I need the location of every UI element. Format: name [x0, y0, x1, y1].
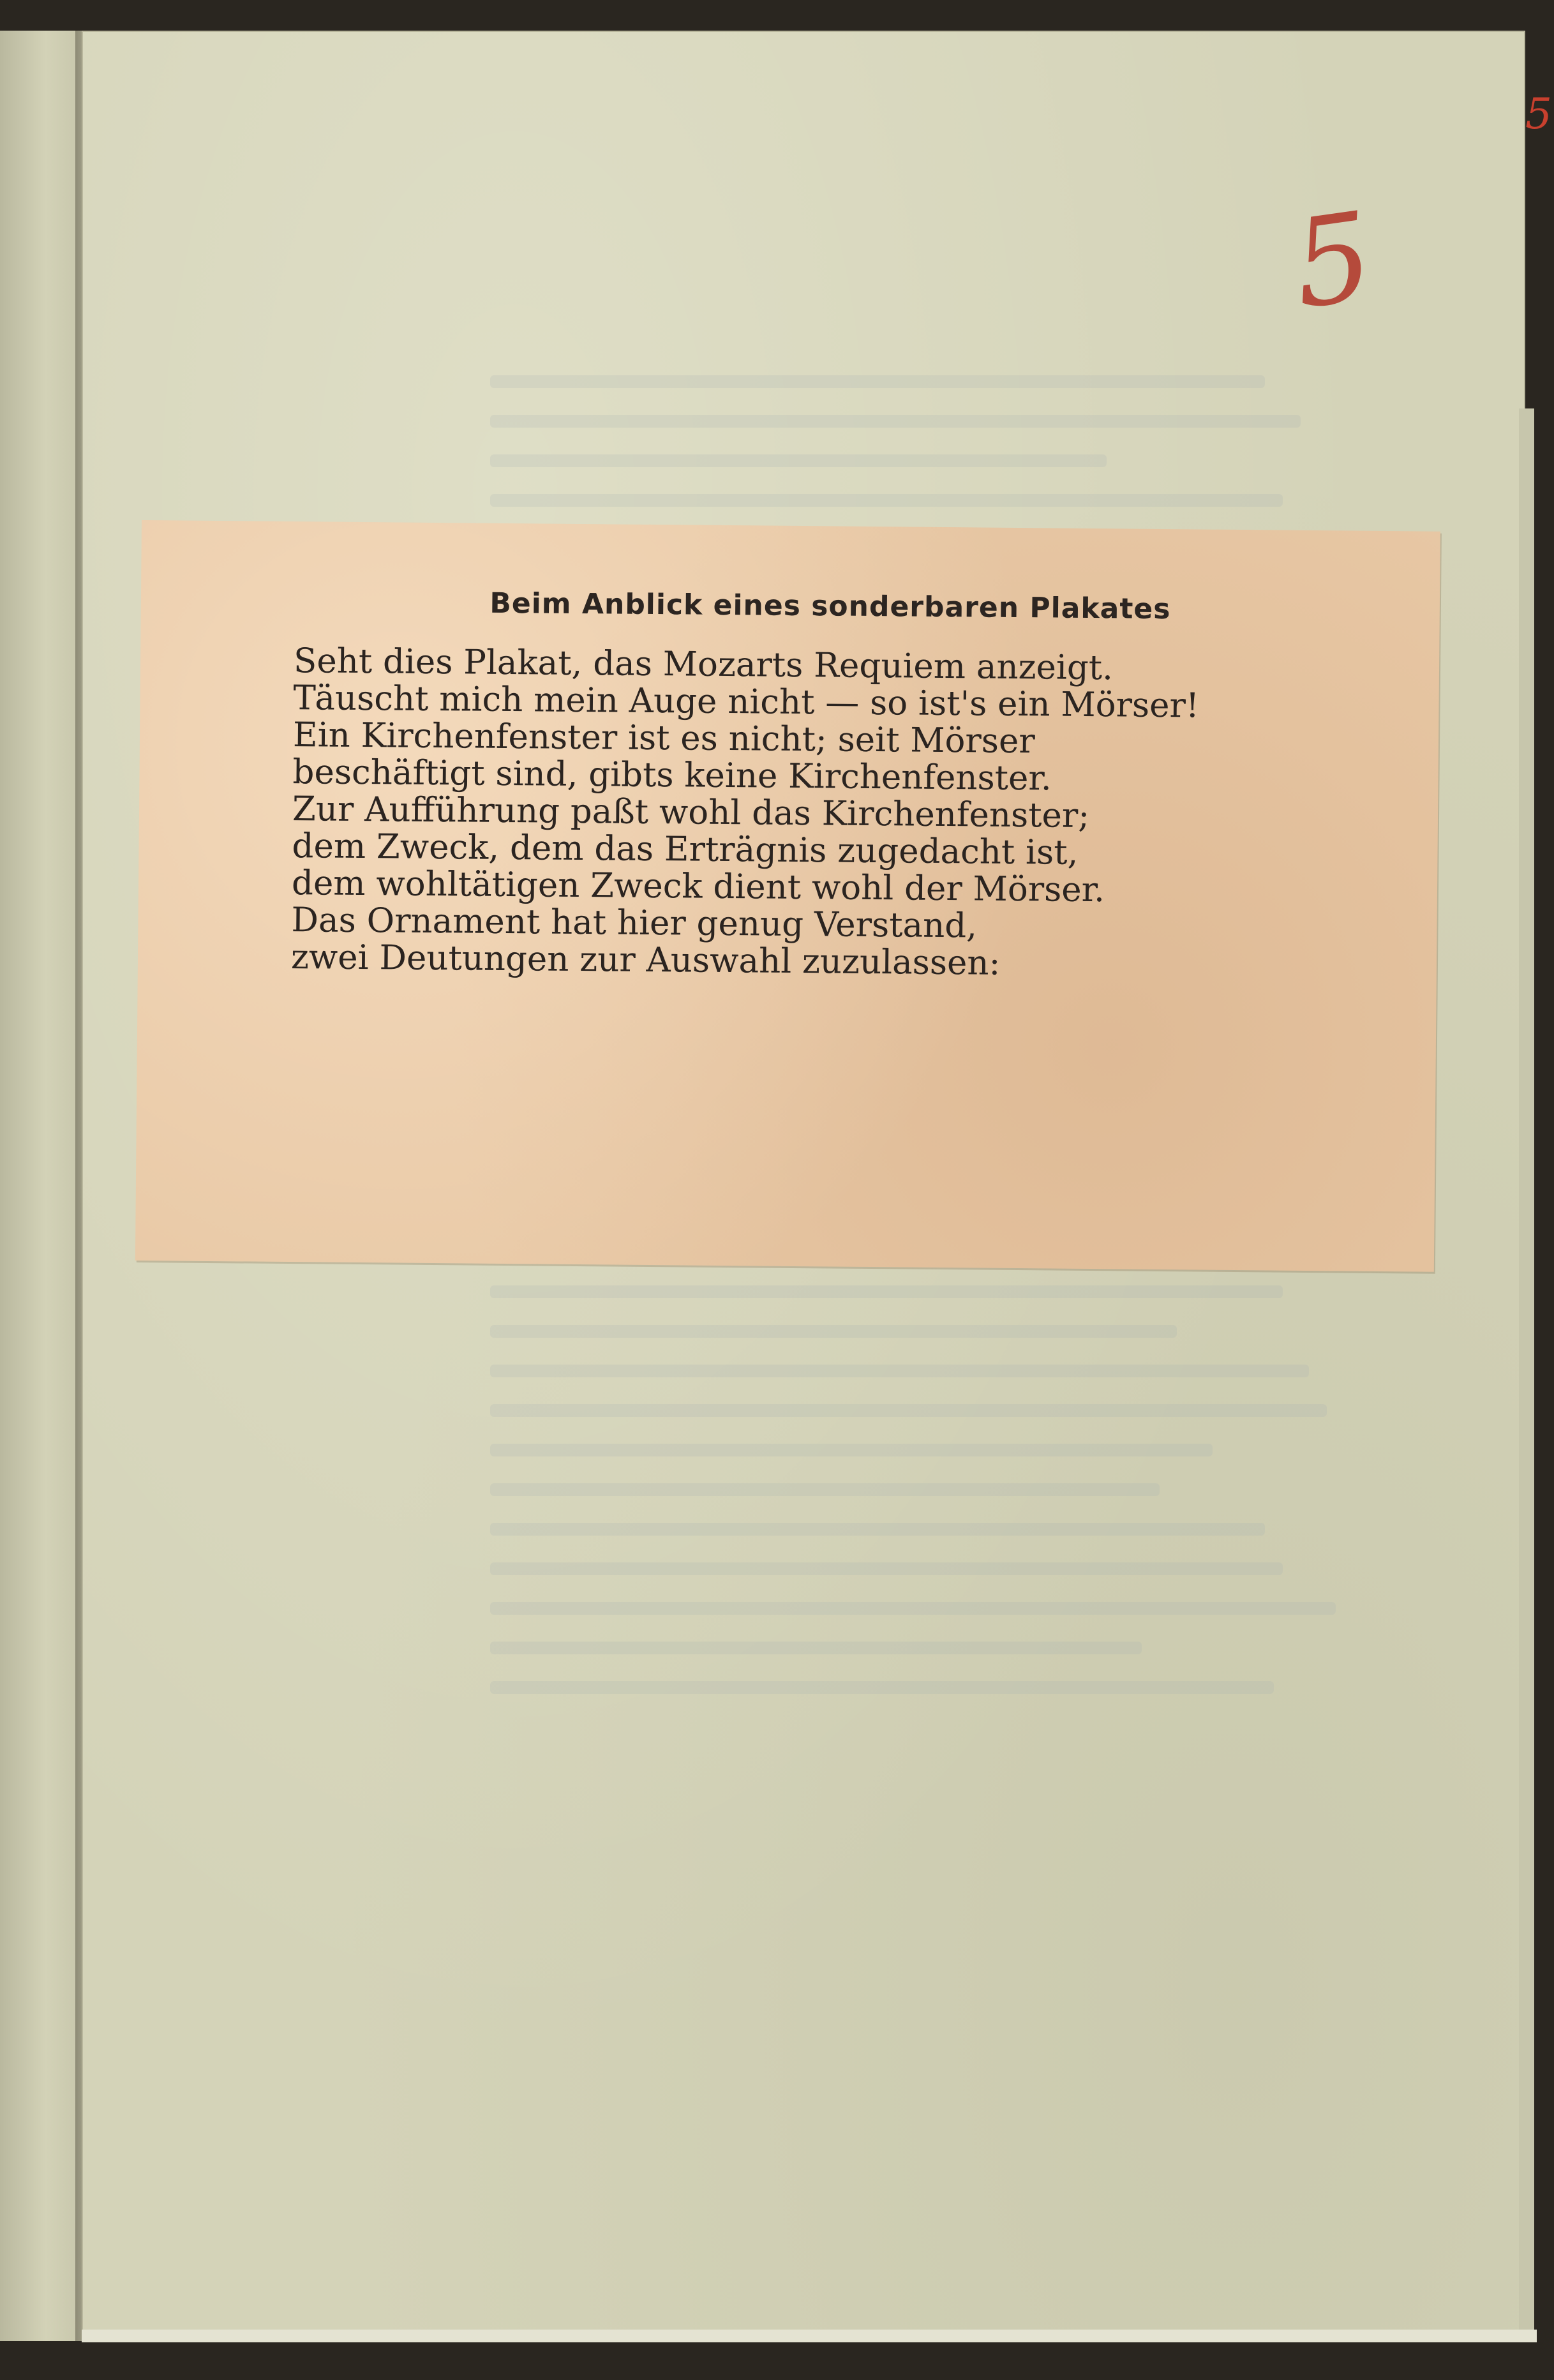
page-bottom-edge: [82, 2330, 1537, 2342]
page-number-pencil: 5: [1285, 185, 1381, 336]
previous-page-edge: [0, 31, 83, 2341]
poem-line: dem wohltätigen Zweck dient wohl der Mörser.: [291, 864, 1105, 910]
poem-line: Täuscht mich mein Auge nicht — so ist's ein Mörser!: [293, 678, 1200, 726]
clipping-title: Beim Anblick eines sonderbaren Plakates: [489, 587, 1171, 626]
poem-line: beschäftigt sind, gibts keine Kirchenfenster.: [292, 752, 1052, 798]
page-right-edge: [1519, 408, 1534, 2342]
newspaper-clipping: [135, 520, 1440, 1272]
poem-line: dem Zweck, dem das Erträgnis zugedacht ist,: [292, 827, 1079, 872]
poem-line: Seht dies Plakat, das Mozarts Requiem anzeigt.: [293, 641, 1114, 688]
poem-line: Das Ornament hat hier genug Verstand,: [291, 901, 978, 946]
poem-line: Ein Kirchenfenster ist es nicht; seit Mörser: [292, 715, 1035, 761]
poem-line: Zur Aufführung paßt wohl das Kirchenfenster;: [292, 790, 1090, 835]
poem-text: [291, 643, 1417, 985]
poem-line: zwei Deutungen zur Auswahl zuzulassen:: [290, 938, 1001, 983]
page-number-handwritten: 5: [1525, 89, 1552, 138]
